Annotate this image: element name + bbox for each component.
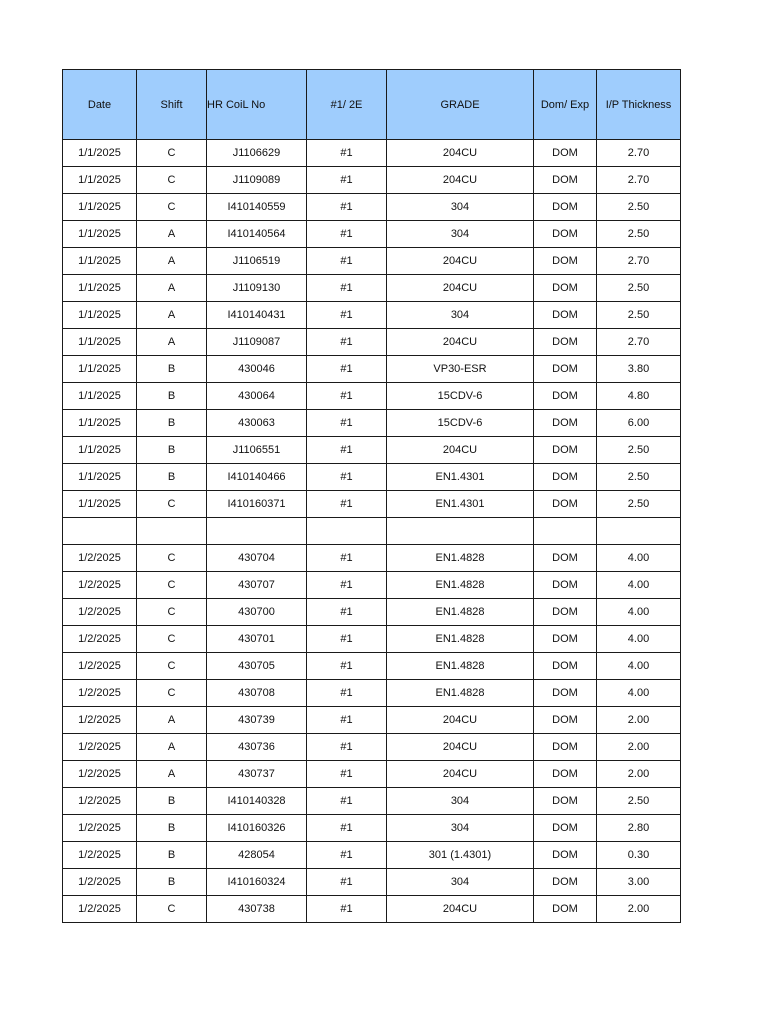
ip-thickness-cell: 2.80	[597, 815, 681, 842]
hr-coil-no-cell: J1109089	[207, 167, 307, 194]
table-row	[63, 275, 681, 302]
hr-coil-no-cell: I410160371	[207, 491, 307, 518]
hr-coil-no-cell: J1109130	[207, 275, 307, 302]
line-cell: #1	[307, 599, 387, 626]
table-row	[63, 356, 681, 383]
line-cell: #1	[307, 221, 387, 248]
shift-cell: A	[137, 329, 207, 356]
line-cell: #1	[307, 572, 387, 599]
hr-coil-no-cell: 430705	[207, 653, 307, 680]
dom-exp-cell: DOM	[534, 842, 597, 869]
shift-cell: B	[137, 437, 207, 464]
line-cell: #1	[307, 248, 387, 275]
date-cell: 1/1/2025	[63, 356, 137, 383]
ip-thickness-cell: 4.00	[597, 680, 681, 707]
hr-coil-no-cell: I410140564	[207, 221, 307, 248]
line-cell: #1	[307, 275, 387, 302]
ip-thickness-cell: 3.80	[597, 356, 681, 383]
date-cell: 1/2/2025	[63, 869, 137, 896]
ip-thickness-cell: 2.50	[597, 437, 681, 464]
date-cell: 1/2/2025	[63, 572, 137, 599]
dom-exp-cell: DOM	[534, 383, 597, 410]
dom-exp-cell: DOM	[534, 491, 597, 518]
shift-cell: C	[137, 680, 207, 707]
line-cell: #1	[307, 815, 387, 842]
dom-exp-cell: DOM	[534, 869, 597, 896]
date-cell: 1/1/2025	[63, 491, 137, 518]
hr-coil-no-cell: I410140466	[207, 464, 307, 491]
ip-thickness-cell: 4.00	[597, 545, 681, 572]
table-row	[63, 707, 681, 734]
date-cell: 1/1/2025	[63, 221, 137, 248]
dom-exp-cell: DOM	[534, 167, 597, 194]
shift-cell: C	[137, 491, 207, 518]
shift-cell: C	[137, 140, 207, 167]
grade-cell: 204CU	[387, 707, 534, 734]
line-cell: #1	[307, 707, 387, 734]
dom-exp-cell: DOM	[534, 356, 597, 383]
dom-exp-cell: DOM	[534, 302, 597, 329]
date-cell: 1/2/2025	[63, 626, 137, 653]
dom-exp-cell: DOM	[534, 140, 597, 167]
ip-thickness-cell: 2.00	[597, 707, 681, 734]
hr-coil-no-cell: J1109087	[207, 329, 307, 356]
table-row	[63, 383, 681, 410]
dom-exp-cell: DOM	[534, 599, 597, 626]
coil-data-table	[62, 69, 681, 923]
grade-cell: EN1.4828	[387, 680, 534, 707]
hr-coil-no-cell: I410160324	[207, 869, 307, 896]
line-cell: #1	[307, 788, 387, 815]
grade-cell: 204CU	[387, 734, 534, 761]
ip-thickness-cell: 2.70	[597, 329, 681, 356]
dom-exp-cell: DOM	[534, 221, 597, 248]
shift-cell: C	[137, 599, 207, 626]
line-cell: #1	[307, 761, 387, 788]
date-cell: 1/2/2025	[63, 815, 137, 842]
table-row	[63, 167, 681, 194]
ip-thickness-cell: 2.00	[597, 734, 681, 761]
ip-thickness-cell: 2.00	[597, 896, 681, 923]
shift-cell: C	[137, 896, 207, 923]
grade-cell: 304	[387, 869, 534, 896]
grade-cell: EN1.4828	[387, 626, 534, 653]
dom-exp-cell: DOM	[534, 815, 597, 842]
dom-exp-cell: DOM	[534, 761, 597, 788]
ip-thickness-cell: 2.00	[597, 761, 681, 788]
grade-cell: 204CU	[387, 140, 534, 167]
dom-exp-cell	[534, 518, 597, 545]
table-row	[63, 329, 681, 356]
table-row	[63, 518, 681, 545]
shift-cell: B	[137, 788, 207, 815]
grade-cell	[387, 518, 534, 545]
table-row	[63, 680, 681, 707]
table-row	[63, 842, 681, 869]
shift-cell: C	[137, 653, 207, 680]
dom-exp-cell: DOM	[534, 680, 597, 707]
dom-exp-cell: DOM	[534, 194, 597, 221]
shift-cell: B	[137, 464, 207, 491]
ip-thickness-cell: 2.50	[597, 491, 681, 518]
dom-exp-cell: DOM	[534, 788, 597, 815]
date-cell: 1/2/2025	[63, 896, 137, 923]
shift-cell: C	[137, 194, 207, 221]
date-cell: 1/1/2025	[63, 410, 137, 437]
dom-exp-cell: DOM	[534, 329, 597, 356]
table-row	[63, 896, 681, 923]
ip-thickness-cell	[597, 518, 681, 545]
ip-thickness-cell: 2.70	[597, 140, 681, 167]
table-row	[63, 410, 681, 437]
line-cell: #1	[307, 680, 387, 707]
date-cell: 1/1/2025	[63, 140, 137, 167]
shift-cell: B	[137, 410, 207, 437]
shift-cell: A	[137, 221, 207, 248]
shift-cell: B	[137, 356, 207, 383]
grade-cell: EN1.4828	[387, 599, 534, 626]
date-cell: 1/2/2025	[63, 842, 137, 869]
ip-thickness-cell: 4.80	[597, 383, 681, 410]
date-cell: 1/2/2025	[63, 680, 137, 707]
shift-cell: B	[137, 815, 207, 842]
grade-cell: 304	[387, 194, 534, 221]
shift-cell: A	[137, 707, 207, 734]
dom-exp-cell: DOM	[534, 572, 597, 599]
grade-cell: 304	[387, 221, 534, 248]
hr-coil-no-cell: 430700	[207, 599, 307, 626]
table-row	[63, 545, 681, 572]
ip-thickness-cell: 2.70	[597, 167, 681, 194]
ip-thickness-cell: 4.00	[597, 653, 681, 680]
date-cell: 1/1/2025	[63, 248, 137, 275]
line-cell	[307, 518, 387, 545]
hr-coil-no-cell: J1106629	[207, 140, 307, 167]
grade-cell: VP30-ESR	[387, 356, 534, 383]
table-header	[63, 70, 681, 140]
ip-thickness-cell: 2.50	[597, 464, 681, 491]
line-cell: #1	[307, 464, 387, 491]
table-row	[63, 464, 681, 491]
date-cell: 1/1/2025	[63, 194, 137, 221]
grade-cell: 204CU	[387, 167, 534, 194]
dom-exp-cell: DOM	[534, 248, 597, 275]
line-cell: #1	[307, 734, 387, 761]
date-cell: 1/1/2025	[63, 302, 137, 329]
dom-exp-cell: DOM	[534, 275, 597, 302]
shift-cell: C	[137, 572, 207, 599]
grade-cell: EN1.4301	[387, 464, 534, 491]
hr-coil-no-cell: 430739	[207, 707, 307, 734]
ip-thickness-cell: 4.00	[597, 572, 681, 599]
grade-cell: 204CU	[387, 761, 534, 788]
shift-cell: A	[137, 248, 207, 275]
hr-coil-no-cell: J1106551	[207, 437, 307, 464]
hr-coil-no-cell: 428054	[207, 842, 307, 869]
ip-thickness-cell: 2.50	[597, 275, 681, 302]
line-cell: #1	[307, 356, 387, 383]
dom-exp-cell: DOM	[534, 410, 597, 437]
table-row	[63, 869, 681, 896]
table-row	[63, 572, 681, 599]
column-header-line: #1/ 2E	[307, 70, 387, 140]
shift-cell: A	[137, 275, 207, 302]
column-header-date: Date	[63, 70, 137, 140]
line-cell: #1	[307, 383, 387, 410]
line-cell: #1	[307, 437, 387, 464]
grade-cell: 304	[387, 302, 534, 329]
ip-thickness-cell: 6.00	[597, 410, 681, 437]
hr-coil-no-cell: I410140431	[207, 302, 307, 329]
ip-thickness-cell: 2.50	[597, 788, 681, 815]
dom-exp-cell: DOM	[534, 653, 597, 680]
ip-thickness-cell: 3.00	[597, 869, 681, 896]
grade-cell: 204CU	[387, 329, 534, 356]
date-cell: 1/2/2025	[63, 761, 137, 788]
date-cell	[63, 518, 137, 545]
grade-cell: 204CU	[387, 248, 534, 275]
date-cell: 1/1/2025	[63, 464, 137, 491]
grade-cell: 304	[387, 788, 534, 815]
hr-coil-no-cell: I410140328	[207, 788, 307, 815]
line-cell: #1	[307, 329, 387, 356]
hr-coil-no-cell: I410160326	[207, 815, 307, 842]
table-row	[63, 599, 681, 626]
ip-thickness-cell: 4.00	[597, 599, 681, 626]
ip-thickness-cell: 2.50	[597, 302, 681, 329]
hr-coil-no-cell: 430701	[207, 626, 307, 653]
ip-thickness-cell: 2.50	[597, 194, 681, 221]
hr-coil-no-cell: I410140559	[207, 194, 307, 221]
table-row	[63, 248, 681, 275]
line-cell: #1	[307, 302, 387, 329]
date-cell: 1/1/2025	[63, 275, 137, 302]
shift-cell: B	[137, 869, 207, 896]
line-cell: #1	[307, 140, 387, 167]
table-row	[63, 302, 681, 329]
hr-coil-no-cell: 430063	[207, 410, 307, 437]
table-row	[63, 761, 681, 788]
date-cell: 1/1/2025	[63, 167, 137, 194]
shift-cell: C	[137, 545, 207, 572]
shift-cell: C	[137, 167, 207, 194]
line-cell: #1	[307, 167, 387, 194]
hr-coil-no-cell: 430046	[207, 356, 307, 383]
line-cell: #1	[307, 869, 387, 896]
hr-coil-no-cell: 430064	[207, 383, 307, 410]
line-cell: #1	[307, 545, 387, 572]
grade-cell: 204CU	[387, 437, 534, 464]
grade-cell: 204CU	[387, 896, 534, 923]
ip-thickness-cell: 4.00	[597, 626, 681, 653]
table-row	[63, 491, 681, 518]
line-cell: #1	[307, 491, 387, 518]
date-cell: 1/2/2025	[63, 545, 137, 572]
shift-cell	[137, 518, 207, 545]
table-row	[63, 437, 681, 464]
column-header-hr-coil-no: HR CoiL No	[207, 70, 307, 140]
grade-cell: 304	[387, 815, 534, 842]
date-cell: 1/2/2025	[63, 788, 137, 815]
shift-cell: B	[137, 842, 207, 869]
line-cell: #1	[307, 842, 387, 869]
table-row	[63, 815, 681, 842]
hr-coil-no-cell: 430704	[207, 545, 307, 572]
column-header-ip-thickness: I/P Thickness	[597, 70, 681, 140]
table-row	[63, 788, 681, 815]
hr-coil-no-cell: 430736	[207, 734, 307, 761]
date-cell: 1/1/2025	[63, 329, 137, 356]
line-cell: #1	[307, 410, 387, 437]
line-cell: #1	[307, 653, 387, 680]
date-cell: 1/2/2025	[63, 653, 137, 680]
date-cell: 1/2/2025	[63, 734, 137, 761]
dom-exp-cell: DOM	[534, 464, 597, 491]
shift-cell: C	[137, 626, 207, 653]
date-cell: 1/1/2025	[63, 383, 137, 410]
dom-exp-cell: DOM	[534, 545, 597, 572]
shift-cell: A	[137, 734, 207, 761]
ip-thickness-cell: 2.70	[597, 248, 681, 275]
grade-cell: EN1.4828	[387, 545, 534, 572]
table-row	[63, 221, 681, 248]
grade-cell: EN1.4301	[387, 491, 534, 518]
grade-cell: EN1.4828	[387, 653, 534, 680]
column-header-grade: GRADE	[387, 70, 534, 140]
hr-coil-no-cell	[207, 518, 307, 545]
dom-exp-cell: DOM	[534, 707, 597, 734]
shift-cell: A	[137, 761, 207, 788]
hr-coil-no-cell: J1106519	[207, 248, 307, 275]
date-cell: 1/1/2025	[63, 437, 137, 464]
grade-cell: 204CU	[387, 275, 534, 302]
table-body	[63, 140, 681, 923]
date-cell: 1/2/2025	[63, 707, 137, 734]
header-row	[63, 70, 681, 140]
dom-exp-cell: DOM	[534, 896, 597, 923]
shift-cell: B	[137, 383, 207, 410]
date-cell: 1/2/2025	[63, 599, 137, 626]
table-row	[63, 140, 681, 167]
grade-cell: 15CDV-6	[387, 383, 534, 410]
ip-thickness-cell: 2.50	[597, 221, 681, 248]
column-header-shift: Shift	[137, 70, 207, 140]
hr-coil-no-cell: 430707	[207, 572, 307, 599]
grade-cell: EN1.4828	[387, 572, 534, 599]
ip-thickness-cell: 0.30	[597, 842, 681, 869]
line-cell: #1	[307, 626, 387, 653]
grade-cell: 15CDV-6	[387, 410, 534, 437]
hr-coil-no-cell: 430708	[207, 680, 307, 707]
dom-exp-cell: DOM	[534, 626, 597, 653]
table-row	[63, 626, 681, 653]
shift-cell: A	[137, 302, 207, 329]
dom-exp-cell: DOM	[534, 437, 597, 464]
grade-cell: 301 (1.4301)	[387, 842, 534, 869]
hr-coil-no-cell: 430737	[207, 761, 307, 788]
line-cell: #1	[307, 194, 387, 221]
dom-exp-cell: DOM	[534, 734, 597, 761]
table-row	[63, 194, 681, 221]
column-header-dom-exp: Dom/ Exp	[534, 70, 597, 140]
table-row	[63, 653, 681, 680]
hr-coil-no-cell: 430738	[207, 896, 307, 923]
line-cell: #1	[307, 896, 387, 923]
table-row	[63, 734, 681, 761]
